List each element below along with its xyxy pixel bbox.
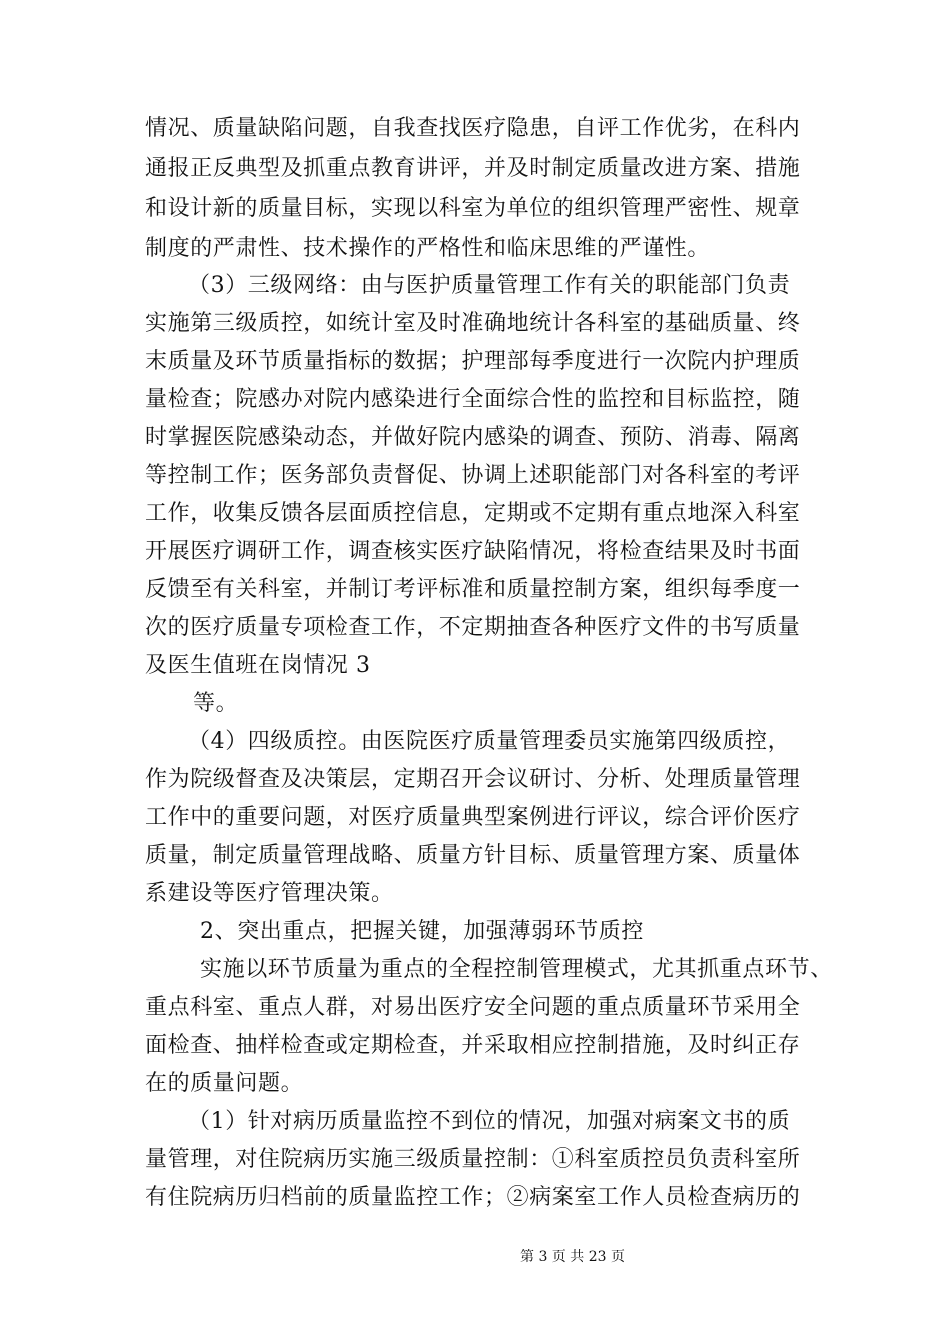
text-line: 实施第三级质控，如统计室及时准确地统计各科室的基础质量、终 <box>145 311 801 336</box>
text-line: （1）针对病历质量监控不到位的情况，加强对病案文书的质 <box>188 1109 791 1134</box>
text-line: 末质量及环节质量指标的数据；护理部每季度进行一次院内护理质 <box>145 349 801 374</box>
text-line: 次的医疗质量专项检查工作，不定期抽查各种医疗文件的书写质量 <box>145 615 801 640</box>
text-line: 和设计新的质量目标，实现以科室为单位的组织管理严密性、规章 <box>145 196 801 221</box>
text-line: 情况、质量缺陷问题，自我查找医疗隐患，自评工作优劣，在科内 <box>145 116 801 141</box>
text-line: 重点科室、重点人群，对易出医疗安全问题的重点质量环节采用全 <box>145 995 801 1020</box>
text-line: 工作中的重要问题，对医疗质量典型案例进行评议，综合评价医疗 <box>145 805 801 830</box>
text-line: 时掌握医院感染动态，并做好院内感染的调查、预防、消毒、隔离 <box>145 425 801 450</box>
text-line: 在的质量问题。 <box>145 1071 304 1096</box>
text-line: 量检查；院感办对院内感染进行全面综合性的监控和目标监控，随 <box>145 387 801 412</box>
text-line: 实施以环节质量为重点的全程控制管理模式，尤其抓重点环节、 <box>200 957 833 982</box>
text-line: 质量，制定质量管理战略、质量方针目标、质量管理方案、质量体 <box>145 843 801 868</box>
text-line: 有住院病历归档前的质量监控工作；②病案室工作人员检查病历的 <box>145 1185 801 1210</box>
text-line: 等控制工作；医务部负责督促、协调上述职能部门对各科室的考评 <box>145 463 801 488</box>
text-line: （4）四级质控。由医院医疗质量管理委员实施第四级质控， <box>188 729 791 754</box>
text-line: （3）三级网络：由与医护质量管理工作有关的职能部门负责 <box>188 273 791 298</box>
text-line: 量管理，对住院病历实施三级质量控制：①科室质控员负责科室所 <box>145 1147 801 1172</box>
text-line: 面检查、抽样检查或定期检查，并采取相应控制措施，及时纠正存 <box>145 1033 801 1058</box>
text-line: 工作，收集反馈各层面质控信息，定期或不定期有重点地深入科室 <box>145 501 801 526</box>
text-line: 系建设等医疗管理决策。 <box>145 881 394 906</box>
text-line: 作为院级督查及决策层，定期召开会议研讨、分析、处理质量管理 <box>145 767 801 792</box>
text-line: 及医生值班在岗情况 3 <box>145 653 371 678</box>
text-line: 反馈至有关科室，并制订考评标准和质量控制方案，组织每季度一 <box>145 577 801 602</box>
text-line: 制度的严肃性、技术操作的严格性和临床思维的严谨性。 <box>145 236 711 261</box>
text-line: 通报正反典型及抓重点教育讲评，并及时制定质量改进方案、措施 <box>145 156 801 181</box>
text-line: 开展医疗调研工作，调查核实医疗缺陷情况，将检查结果及时书面 <box>145 539 801 564</box>
section-heading: 2、突出重点，把握关键，加强薄弱环节质控 <box>200 919 644 944</box>
text-line: 等。 <box>193 691 239 716</box>
page-number: 第 3 页 共 23 页 <box>520 1249 625 1265</box>
